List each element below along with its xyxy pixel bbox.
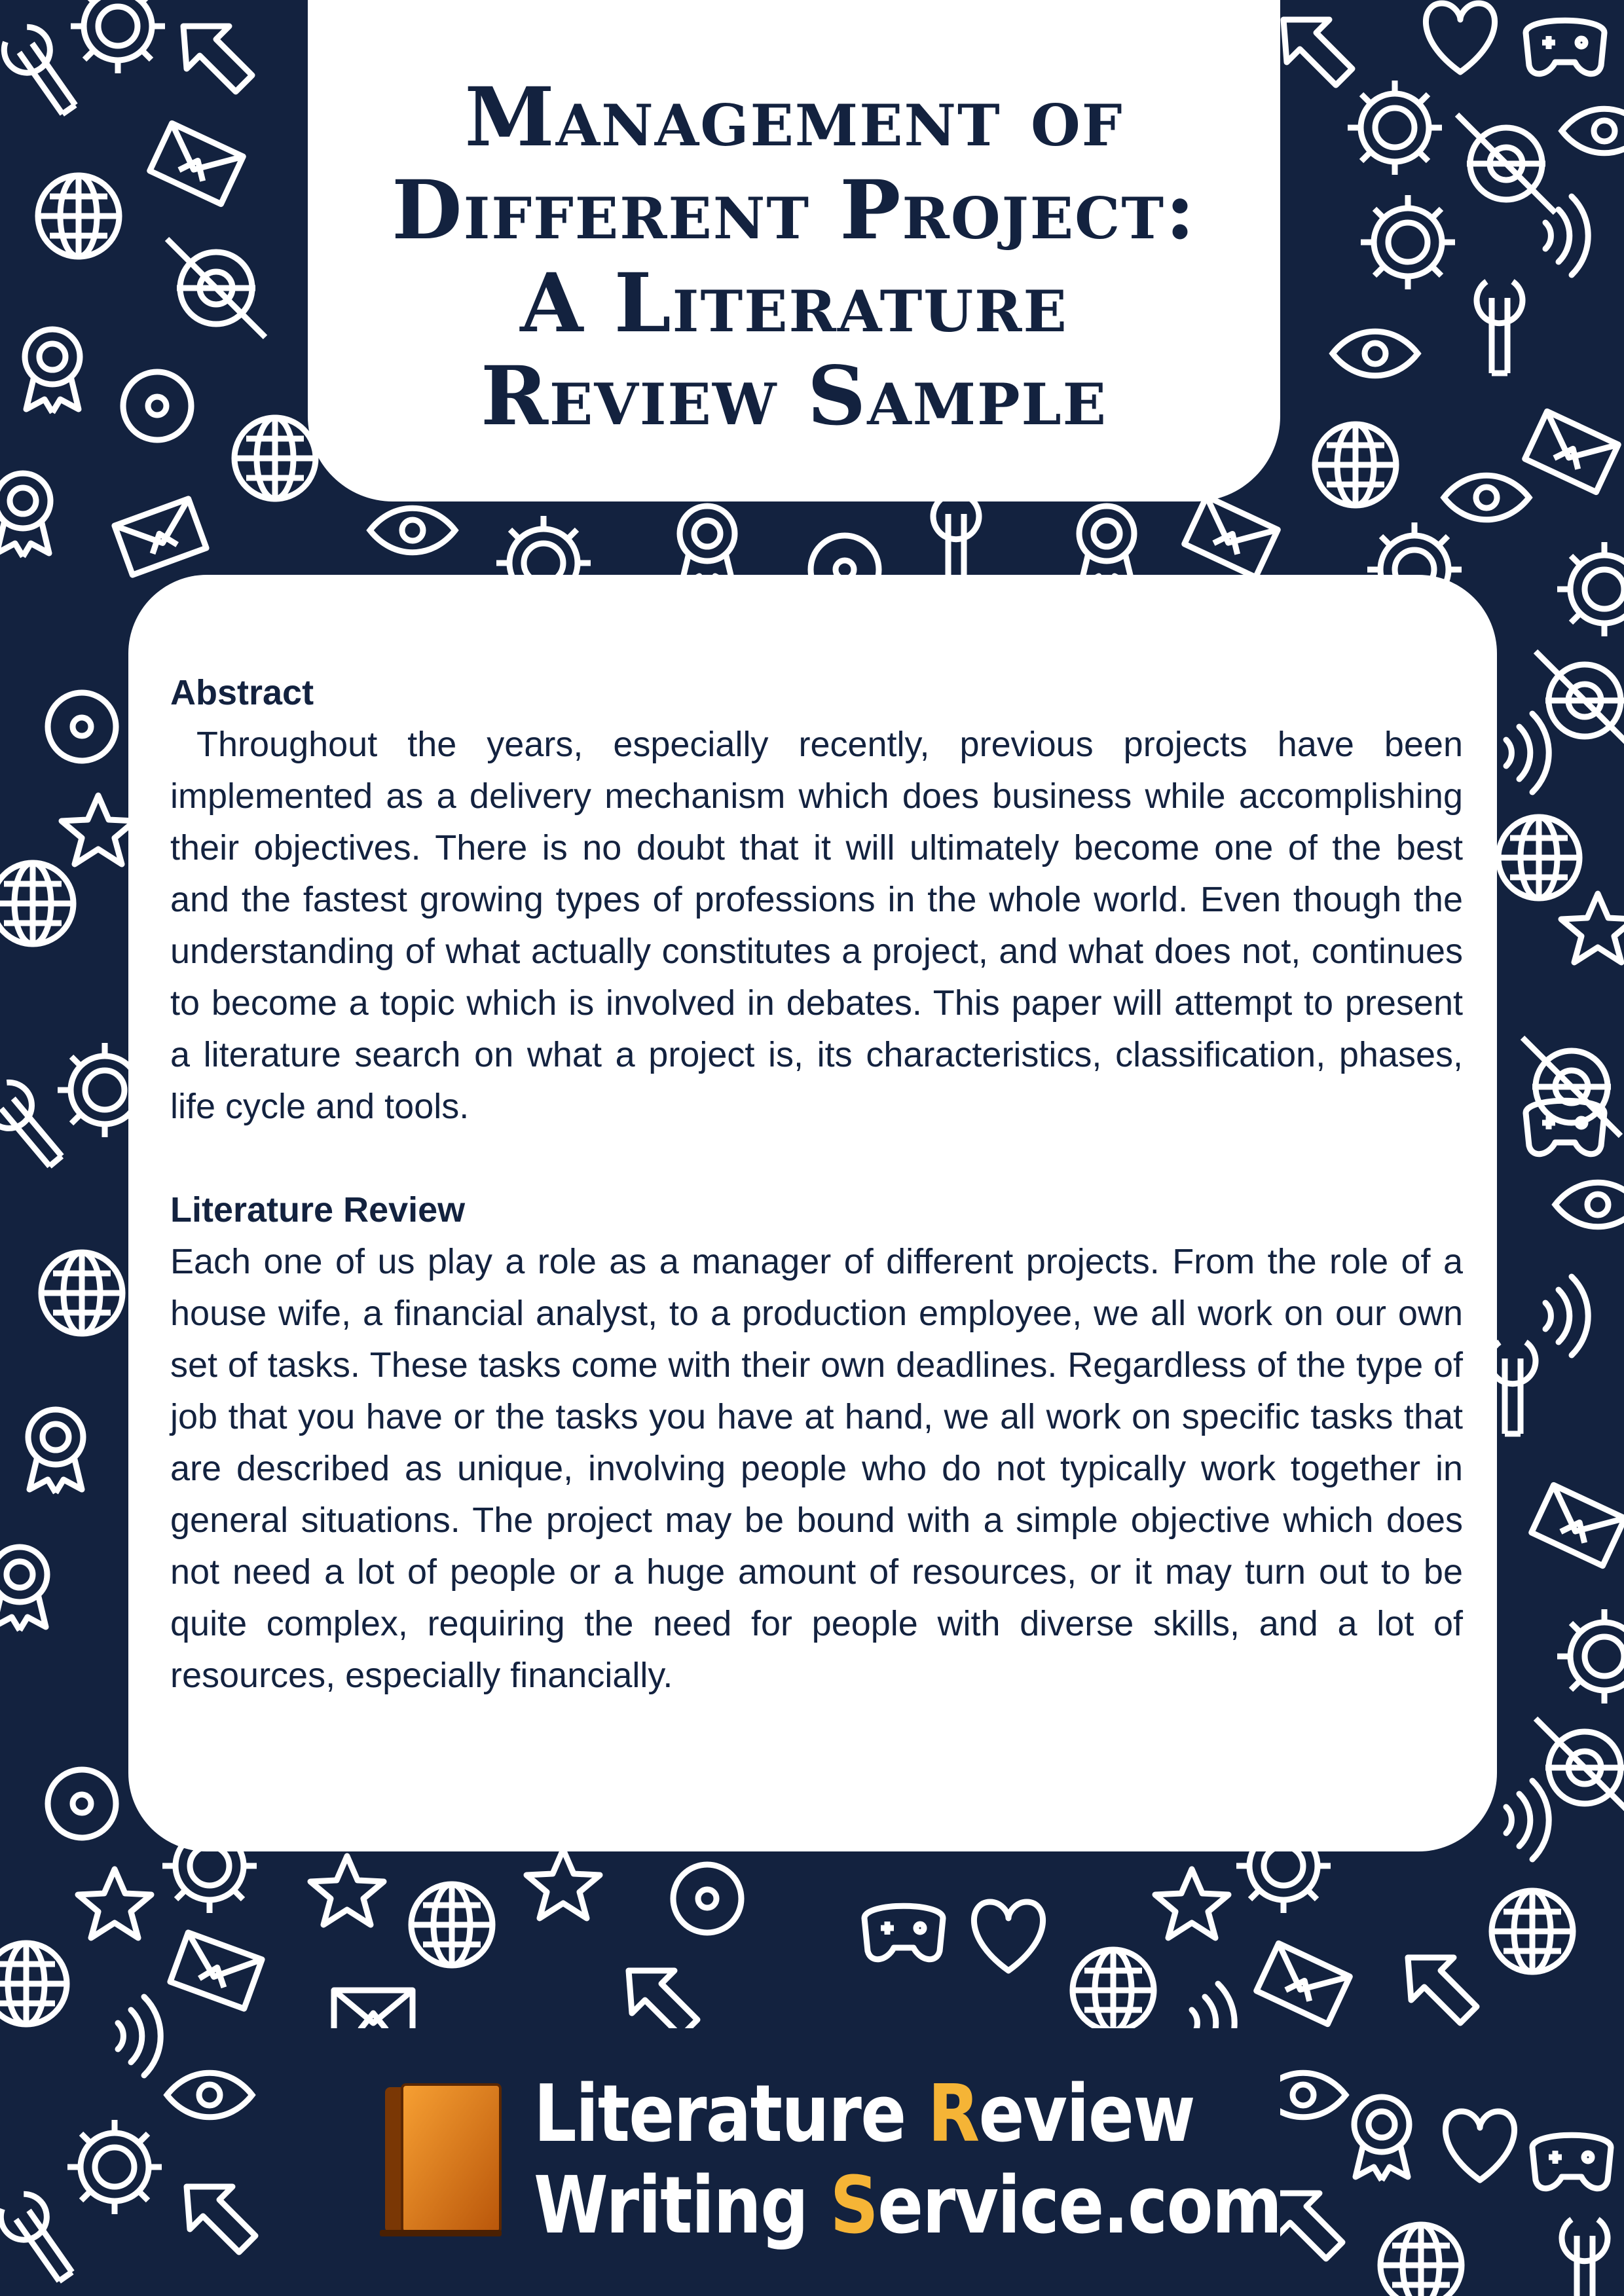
title-card	[308, 0, 1280, 501]
brand-accent-letter: R	[927, 2069, 979, 2160]
brand-accent-letter: S	[830, 2160, 878, 2251]
brand-line-1	[534, 2069, 1281, 2160]
title-line: Different Project:	[392, 163, 1196, 258]
brand-wordmark	[534, 2069, 1281, 2252]
brand-line-2	[534, 2160, 1281, 2252]
brand-footer	[308, 2028, 1280, 2296]
brand-word: Writing	[534, 2160, 830, 2251]
brand-word: ervice.com	[877, 2160, 1282, 2251]
title-line: Management of	[464, 70, 1124, 165]
brand-word: Literature	[534, 2069, 928, 2160]
literature-review-heading: Literature Review	[170, 1190, 466, 1230]
page-title	[392, 71, 1196, 443]
literature-review-text: Each one of us play a role as a manager of different projects. From the role of a house wife, a financial analyst, to a production employee, we all work on our own set of tasks. These tasks come with their own deadlines. Regardless of the type of job that you have or the tasks you have at hand, we all work on specific tasks that are described as unique, involving people who do not typically work together in general situations. The project may be bound with a simple objective which does not need a lot of people or a huge amount of resources, or it may turn out to be quite complex, requiring the need for people with diverse skills, and a lot of resources, especially financially.	[170, 1242, 1463, 1695]
brand-word: eview	[978, 2069, 1194, 2160]
abstract-text: Throughout the years, especially recently, previous projects have been implemented as a delivery mechanism which does business while accomplishing their objectives. There is no doubt that it will ultimately become one of the best and the fastest growing types of professions in the whole world. Even though the understanding of what actually constitutes a project, and what does not, continues to become a topic which is involved in debates. This paper will attempt to present a literature search on what a project is, its characteristics, classification, phases, life cycle and tools.	[170, 725, 1463, 1126]
content-card	[128, 575, 1497, 1851]
abstract-heading: Abstract	[170, 673, 314, 712]
book-logo-icon	[373, 2081, 504, 2238]
title-line: A Literature	[520, 256, 1068, 351]
title-line: Review Sample	[480, 349, 1107, 444]
